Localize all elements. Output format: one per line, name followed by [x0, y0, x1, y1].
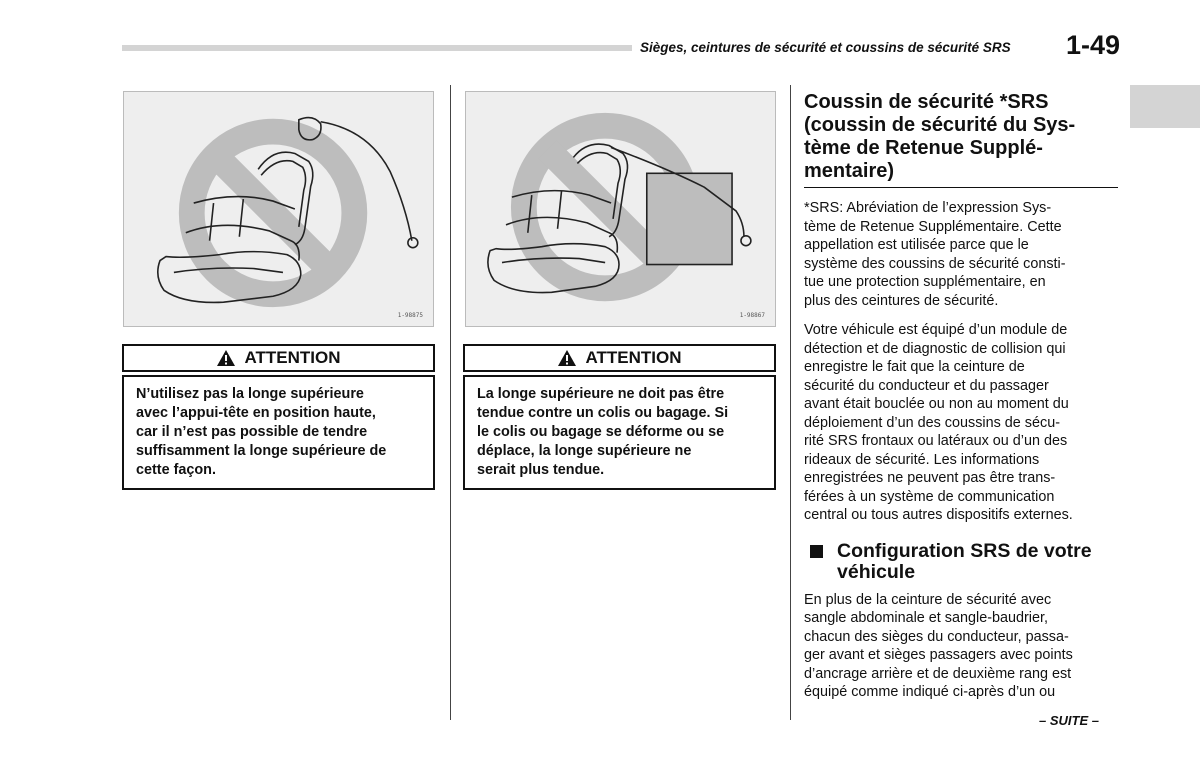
text-line: déplace, la longe supérieure ne: [477, 443, 692, 459]
text-line: appellation est utilisée parce que le: [804, 237, 1029, 253]
text-line: enregistre le fait que la ceinture de: [804, 359, 1025, 375]
section-title: [804, 91, 1118, 188]
text-line: N’utilisez pas la longe supérieure: [136, 386, 364, 402]
text-line: ger avant et sièges passagers avec points: [804, 647, 1073, 663]
paragraph-srs-definition: [804, 199, 1118, 310]
text-line: le colis ou bagage se déforme ou se: [477, 424, 725, 440]
title-line: tème de Retenue Supplé-: [804, 137, 1043, 159]
text-line: En plus de la ceinture de sécurité avec: [804, 591, 1052, 608]
text-line: férées à un système de communication: [804, 488, 1055, 505]
text-line: avant était bouclée ou non au moment du: [804, 396, 1069, 412]
text-line: avec l’appui-tête en position haute,: [136, 405, 376, 421]
text-line: plus des ceintures de sécurité.: [804, 292, 999, 309]
title-line: Coussin de sécurité *SRS: [804, 91, 1049, 113]
column-divider: [450, 85, 451, 720]
attention-header: [463, 344, 776, 372]
text-line: Votre véhicule est équipé d’un module de: [804, 322, 1068, 338]
figure-tether-luggage: [465, 91, 776, 327]
attention-text-box: [122, 375, 435, 490]
text-line: serait plus tendue.: [477, 462, 605, 478]
right-column: [804, 91, 1118, 702]
figure-code: 1-98875: [397, 312, 423, 319]
text-line: enregistrées ne peuvent pas être trans-: [804, 470, 1056, 486]
chapter-tab: [1130, 85, 1200, 128]
figure-tether-headrest: [123, 91, 434, 327]
figure-code: 1-98867: [739, 312, 765, 319]
text-line: sangle abdominale et sangle-baudrier,: [804, 610, 1049, 626]
attention-header: [122, 344, 435, 372]
warning-triangle-icon: [216, 349, 236, 367]
text-line: détection et de diagnostic de collision qui: [804, 340, 1066, 357]
text-line: tue une protection supplémentaire, en: [804, 274, 1046, 290]
continued-label: – SUITE –: [1039, 713, 1099, 728]
title-line: mentaire): [804, 160, 895, 182]
subheading-line: véhicule: [837, 560, 916, 583]
no-symbol-child-seat-luggage-icon: [466, 92, 775, 326]
subheading: [804, 541, 1118, 583]
paragraph-srs-configuration: [804, 591, 1118, 702]
text-line: équipé comme indiqué ci-après d’un ou: [804, 684, 1056, 700]
text-line: d’ancrage arrière et de deuxième rang est: [804, 665, 1072, 682]
text-line: suffisamment la longe supérieure de: [136, 443, 387, 459]
attention-label: ATTENTION: [244, 348, 341, 367]
text-line: tendue contre un colis ou bagage. Si: [477, 405, 729, 421]
text-line: chacun des sièges du conducteur, passa-: [804, 628, 1069, 645]
running-header: Sièges, ceintures de sécurité et coussins de sécurité SRS: [640, 40, 1011, 55]
attention-text-box: [463, 375, 776, 490]
page-number: 1-49: [1066, 30, 1121, 60]
text-line: rité SRS frontaux ou latéraux ou d’un des: [804, 433, 1068, 449]
text-line: *SRS: Abréviation de l’expression Sys-: [804, 200, 1052, 216]
title-line: (coussin de sécurité du Sys-: [804, 114, 1076, 136]
text-line: car il n’est pas possible de tendre: [136, 424, 368, 440]
text-line: La longe supérieure ne doit pas être: [477, 386, 725, 402]
text-line: déploiement d’un des coussins de sécu-: [804, 414, 1060, 431]
text-line: tème de Retenue Supplémentaire. Cette: [804, 218, 1062, 235]
black-square-icon: [810, 545, 823, 558]
text-line: rideaux de sécurité. Les informations: [804, 451, 1040, 468]
paragraph-diagnostic-module: [804, 321, 1118, 525]
warning-triangle-icon: [557, 349, 577, 367]
text-line: cette façon.: [136, 462, 216, 478]
header-rule: [122, 45, 632, 51]
subheading-line: Configuration SRS de votre: [837, 539, 1092, 562]
no-symbol-child-seat-tether-icon: [124, 92, 433, 326]
attention-label: ATTENTION: [585, 348, 682, 367]
text-line: sécurité du conducteur et du passager: [804, 377, 1049, 394]
text-line: système des coussins de sécurité consti-: [804, 255, 1066, 272]
text-line: central ou tous autres dispositifs externes.: [804, 507, 1073, 523]
column-divider: [790, 85, 791, 720]
